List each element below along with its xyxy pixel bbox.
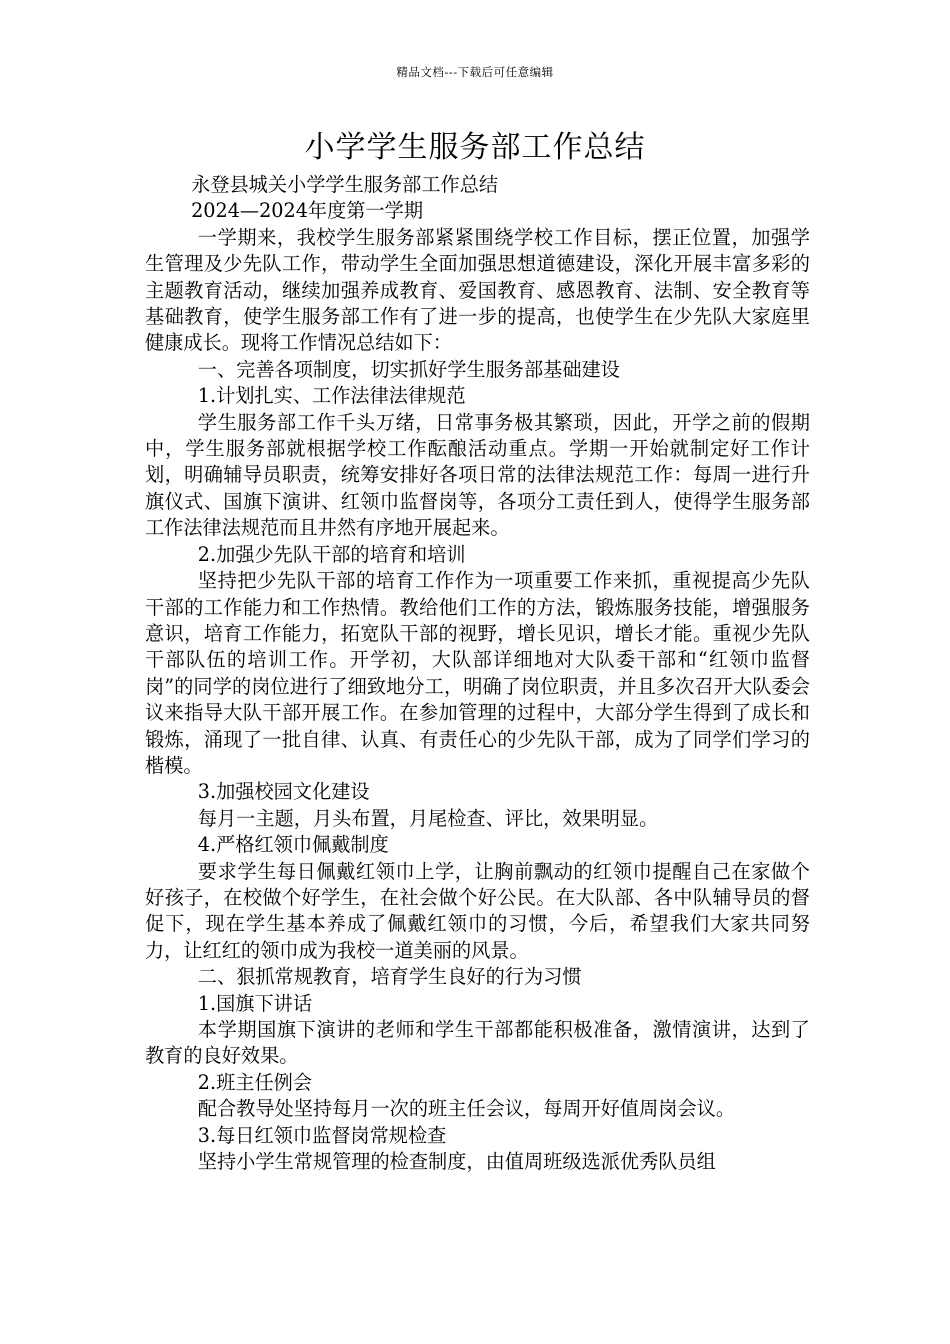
paragraph: 坚持把少先队干部的培育工作作为一项重要工作来抓，重视提高少先队干部的工作能力和工作热情。教给他们工作的方法，锻炼服务技能，增强服务意识，培育工作能力，拓宽队干部的视野，增长见识，增长才能。重视少先队干部队伍的培训工作。开学初，大队部详细地对大队委干部和“红领巾监督岗”的同学的岗位进行了细致地分工，明确了岗位职责，并且多次召开大队委会议来指导大队干部开展工作。在参加管理的过程中，大部分学生得到了成长和锻炼，涌现了一批自律、认真、有责任心的少先队干部，成为了同学们学习的楷模。 <box>145 569 810 777</box>
subtitle-school: 永登县城关小学学生服务部工作总结 <box>191 173 499 196</box>
sub-heading: 2.加强少先队干部的培育和培训 <box>197 542 466 566</box>
sub-heading: 3.每日红领巾监督岗常规检查 <box>197 1123 447 1147</box>
paragraph: 每月一主题，月头布置，月尾检查、评比，效果明显。 <box>197 806 659 830</box>
sub-heading: 1.国旗下讲话 <box>197 991 313 1015</box>
sub-heading: 3.加强校园文化建设 <box>197 780 370 804</box>
sub-heading: 4.严格红领巾佩戴制度 <box>197 833 389 857</box>
paragraph: 坚持小学生常规管理的检查制度，由值周班级选派优秀队员组 <box>197 1150 716 1174</box>
subtitle-term: 2024—2024年度第一学期 <box>191 199 424 223</box>
section-heading: 二、狠抓常规教育，培育学生良好的行为习惯 <box>197 965 582 989</box>
paragraph: 一学期来，我校学生服务部紧紧围绕学校工作目标，摆正位置，加强学生管理及少先队工作，带动学生全面加强思想道德建设，深化开展丰富多彩的主题教育活动，继续加强养成教育、爱国教育、感恩教育、法制、安全教育等基础教育，使学生服务部工作有了进一步的提高，也使学生在少先队大家庭里健康成长。现将工作情况总结如下： <box>145 225 810 355</box>
paragraph: 本学期国旗下演讲的老师和学生干部都能积极准备，激情演讲，达到了教育的良好效果。 <box>145 1018 810 1068</box>
document-body <box>145 172 810 1175</box>
header-note: 精品文档---下载后可任意编辑 <box>396 65 554 79</box>
paragraph: 配合教导处坚持每月一次的班主任会议，每周开好值周岗会议。 <box>197 1097 736 1121</box>
paragraph: 要求学生每日佩戴红领巾上学，让胸前飘动的红领巾提醒自己在家做个好孩子，在校做个好学生，在社会做个好公民。在大队部、各中队辅导员的督促下，现在学生基本养成了佩戴红领巾的习惯，今后，希望我们大家共同努力，让红红的领巾成为我校一道美丽的风景。 <box>145 859 810 962</box>
sub-heading: 1.计划扎实、工作法律法律规范 <box>197 384 466 408</box>
sub-heading: 2.班主任例会 <box>197 1070 313 1094</box>
section-heading: 一、完善各项制度，切实抓好学生服务部基础建设 <box>197 357 620 381</box>
document-title: 小学学生服务部工作总结 <box>304 130 646 165</box>
paragraph: 学生服务部工作千头万绪，日常事务极其繁琐，因此，开学之前的假期中，学生服务部就根据学校工作酝酿活动重点。学期一开始就制定好工作计划，明确辅导员职责，统筹安排好各项日常的法律法规范工作：每周一进行升旗仪式、国旗下演讲、红领巾监督岗等，各项分工责任到人，使得学生服务部工作法律法规范而且井然有序地开展起来。 <box>145 410 810 540</box>
